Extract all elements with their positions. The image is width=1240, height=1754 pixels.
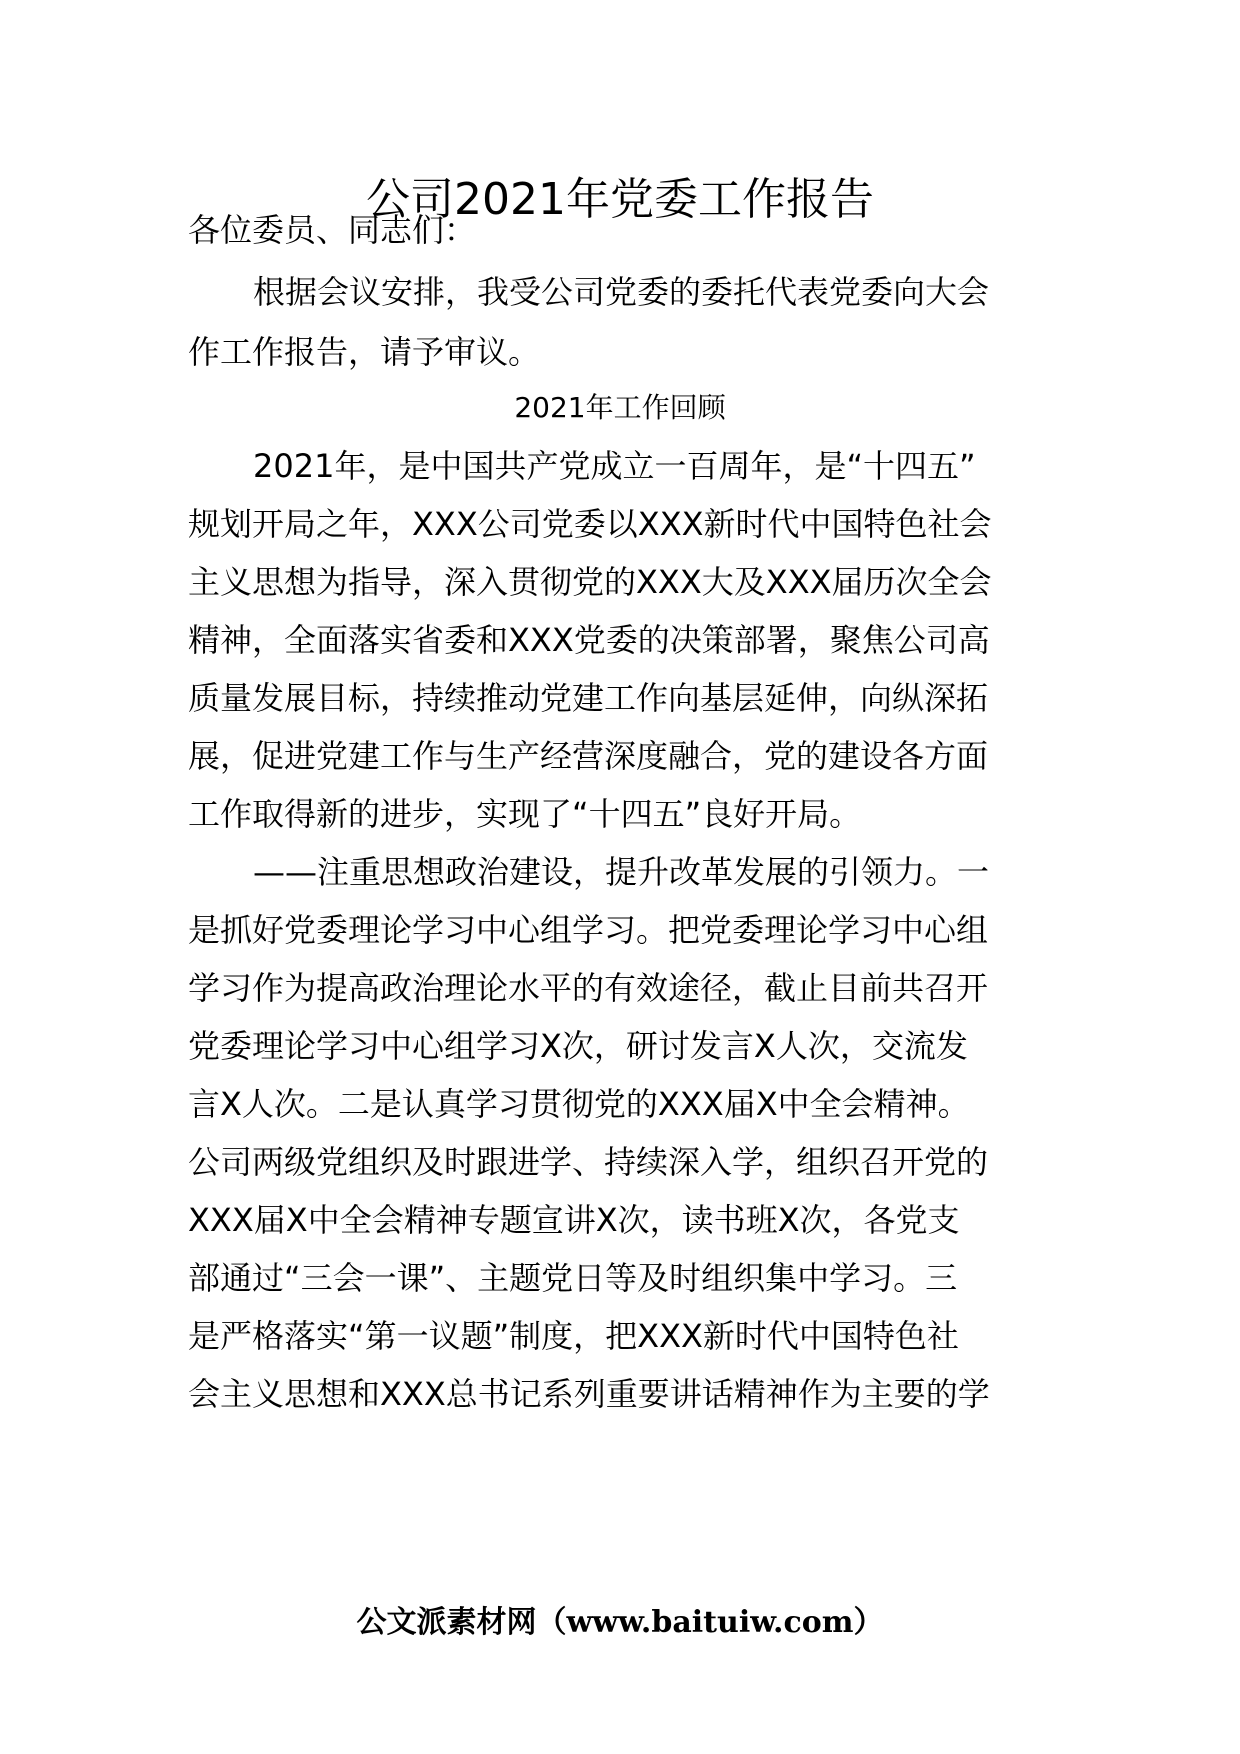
document-title: 公司2021年党委工作报告 [366, 174, 874, 225]
paragraph-line: 工作取得新的进步，实现了“十四五”良好开局。 [188, 795, 862, 833]
paragraph-line: 学习作为提高政治理论水平的有效途径，截止目前共召开 [188, 969, 989, 1007]
paragraph-line: 根据会议安排，我受公司党委的委托代表党委向大会 [253, 273, 990, 311]
paragraph-line: 公司两级党组织及时跟进学、持续深入学，组织召开党的 [188, 1143, 989, 1181]
salutation: 各位委员、同志们： [188, 211, 477, 249]
paragraph-line: 部通过“三会一课”、主题党日等及时组织集中学习。三 [188, 1259, 958, 1297]
paragraph-line: 言X人次。二是认真学习贯彻党的XXX届X中全会精神。 [188, 1085, 970, 1123]
paragraph-line: 是严格落实“第一议题”制度，把XXX新时代中国特色社 [188, 1317, 959, 1355]
paragraph-line: XXX届X中全会精神专题宣讲X次，读书班X次，各党支 [188, 1201, 960, 1239]
section-heading: 2021年工作回顾 [514, 391, 726, 424]
paragraph-line: 2021年，是中国共产党成立一百周年，是“十四五” [253, 447, 976, 485]
paragraph-line: 规划开局之年，XXX公司党委以XXX新时代中国特色社会 [188, 505, 992, 543]
footer-watermark: 公文派素材网（www.baituiw.com） [356, 1605, 884, 1640]
paragraph-line: 质量发展目标，持续推动党建工作向基层延伸，向纵深拓 [188, 679, 989, 717]
paragraph-line: 会主义思想和XXX总书记系列重要讲话精神作为主要的学 [188, 1375, 990, 1413]
paragraph-line: 党委理论学习中心组学习X次，研讨发言X人次，交流发 [188, 1027, 968, 1065]
paragraph-line: ——注重思想政治建设，提升改革发展的引领力。一 [253, 853, 990, 891]
paragraph-line: 作工作报告，请予审议。 [188, 333, 541, 371]
paragraph-line: 展，促进党建工作与生产经营深度融合，党的建设各方面 [188, 737, 989, 775]
paragraph-line: 是抓好党委理论学习中心组学习。把党委理论学习中心组 [188, 911, 989, 949]
paragraph-line: 精神，全面落实省委和XXX党委的决策部署，聚焦公司高 [188, 621, 990, 659]
paragraph-line: 主义思想为指导，深入贯彻党的XXX大及XXX届历次全会 [188, 563, 992, 601]
